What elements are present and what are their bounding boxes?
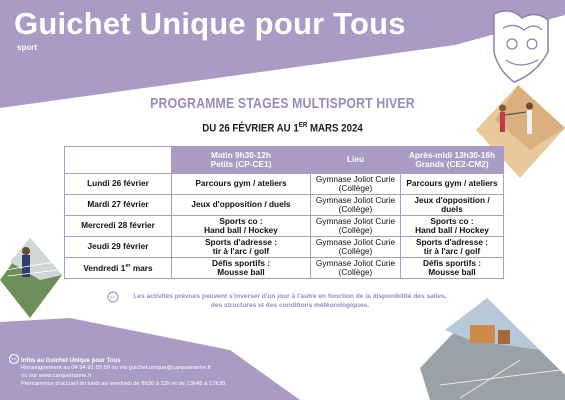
schedule-note	[120, 293, 460, 310]
row-morning	[172, 174, 311, 195]
day-label: Mardi 27 février	[87, 199, 149, 210]
afternoon-line2: Hand ball / Hockey	[415, 225, 489, 235]
footer-info	[21, 357, 301, 389]
info-bubble-icon	[108, 292, 118, 302]
header-afternoon-time: Après-midi 13h30-16h	[408, 149, 496, 160]
brand-subtitle: sport	[17, 43, 37, 52]
row-morning	[172, 216, 311, 237]
table-header-row	[65, 147, 504, 174]
program-dates	[34, 122, 531, 135]
day-label: Lundi 26 février	[87, 178, 149, 189]
row-place	[311, 216, 401, 237]
place-line1: Gymnase Joliot Curie	[315, 257, 396, 268]
dates-prefix: DU 26 FÉVRIER AU 1	[202, 122, 299, 135]
info-line2: ou sur www.carqueiranne.fr	[21, 372, 92, 379]
row-morning	[172, 195, 311, 216]
table-row	[65, 237, 504, 258]
morning-line1: Sports d'adresse :	[204, 236, 278, 247]
dates-sup: ER	[298, 122, 308, 129]
dates-suffix: MARS 2024	[307, 122, 363, 135]
header-morning-time: Matin 9h30-12h	[211, 149, 271, 160]
morning-line1: Défis sportifs :	[211, 257, 271, 268]
table-row	[65, 195, 504, 216]
place-line1: Gymnase Joliot Curie	[315, 173, 396, 184]
row-afternoon	[401, 216, 504, 237]
program-title: PROGRAMME STAGES MULTISPORT HIVER	[150, 95, 415, 112]
note-line1: Les activités prévues peuvent s'inverser d'un jour à l'autre en fonction de la disponibilité des salles,	[133, 293, 447, 300]
place-line1: Gymnase Joliot Curie	[315, 236, 396, 247]
header-morning-group: Petits (CP-CE1)	[210, 159, 272, 169]
row-place	[311, 258, 401, 279]
row-afternoon	[401, 195, 504, 216]
row-morning	[172, 237, 311, 258]
brand-title: Guichet Unique pour Tous	[14, 6, 406, 41]
football-photo	[0, 238, 62, 318]
header-place-label: Lieu	[346, 154, 365, 165]
header-place	[311, 147, 401, 174]
afternoon-line2: tir à l'arc / golf	[423, 246, 481, 256]
sports-field-photo	[420, 298, 565, 400]
row-afternoon	[401, 237, 504, 258]
info-line3: Permanence d'accueil du lundi au vendredi de 8h30 à 12h et de 13h45 à 17h30.	[21, 380, 227, 387]
place-line2: (Collège)	[338, 183, 373, 193]
row-day	[65, 174, 172, 195]
afternoon-line1: Sports co :	[430, 215, 474, 226]
morning-line2: Mousse ball	[217, 267, 265, 277]
row-day	[65, 195, 172, 216]
morning-line2: Hand ball / Hockey	[204, 225, 278, 235]
place-line2: (Collège)	[338, 225, 373, 235]
afternoon-line2: Mousse ball	[428, 267, 476, 277]
table-row	[65, 258, 504, 279]
place-line2: (Collège)	[338, 267, 373, 277]
day-label: Vendredi 1	[83, 262, 126, 273]
row-morning	[172, 258, 311, 279]
header-afternoon-group: Grands (CE2-CM2)	[415, 159, 489, 169]
row-afternoon	[401, 174, 504, 195]
morning-line1: Sports co :	[219, 215, 263, 226]
header-blank-cell	[65, 147, 172, 174]
table-row	[65, 174, 504, 195]
morning-line1: Jeux d'opposition / duels	[191, 199, 291, 210]
afternoon-line1: Jeux d'opposition / duels	[414, 194, 490, 214]
day-sup: er	[125, 262, 131, 269]
row-place	[311, 174, 401, 195]
day-label-end: mars	[130, 262, 153, 273]
place-line2: (Collège)	[338, 204, 373, 214]
day-label: Jeudi 29 février	[87, 241, 149, 252]
row-day	[65, 258, 172, 279]
morning-line2: tir à l'arc / golf	[212, 246, 270, 256]
place-line2: (Collège)	[338, 246, 373, 256]
header-morning	[172, 147, 311, 174]
day-label: Mercredi 28 février	[81, 220, 155, 231]
row-day	[65, 216, 172, 237]
row-place	[311, 237, 401, 258]
afternoon-line1: Sports d'adresse :	[415, 236, 489, 247]
municipal-crest-logo	[494, 11, 548, 82]
row-place	[311, 195, 401, 216]
schedule-table	[64, 146, 504, 279]
place-line1: Gymnase Joliot Curie	[315, 215, 396, 226]
table-row	[65, 216, 504, 237]
info-title: Infos au Guichet Unique pour Tous	[21, 358, 121, 364]
note-line2: des structures et des conditions météorologiques.	[210, 301, 370, 309]
row-afternoon	[401, 258, 504, 279]
place-line1: Gymnase Joliot Curie	[315, 194, 396, 205]
header-afternoon	[401, 147, 504, 174]
afternoon-line1: Défis sportifs :	[422, 257, 482, 268]
morning-line1: Parcours gym / ateliers	[195, 178, 287, 189]
info-line1: Renseignement au 04 94 91 59 59 ou via guichet.unique@carqueiranne.fr	[21, 365, 212, 372]
row-day	[65, 237, 172, 258]
afternoon-line1: Parcours gym / ateliers	[406, 178, 498, 189]
